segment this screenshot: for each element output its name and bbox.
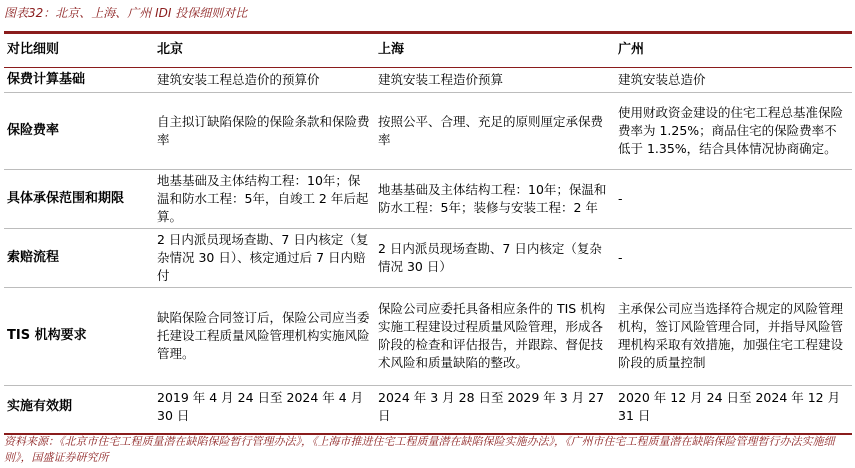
table-row xyxy=(4,385,852,429)
table-row xyxy=(4,92,852,169)
comparison-table xyxy=(4,34,852,429)
table-header-row xyxy=(4,34,852,67)
table-row xyxy=(4,287,852,385)
header-shanghai: 上海 xyxy=(375,34,615,67)
cell-beijing: 2 日内派员现场查勘、7 日内核定（复杂情况 30 日）、核定通过后 7 日内赔付 xyxy=(145,228,375,287)
cell-shanghai: 建筑安装工程造价预算 xyxy=(375,67,615,92)
cell-shanghai: 按照公平、合理、充足的原则厘定承保费率 xyxy=(375,92,615,169)
cell-guangzhou: 使用财政资金建设的住宅工程总基准保险费率为 1.25%；商品住宅的保险费率不低于 1.35%，结合具体情况协商确定。 xyxy=(615,92,852,169)
cell-shanghai: 保险公司应委托具备相应条件的 TIS 机构实施工程建设过程质量风险管理，形成各阶段的检查和评估报告，并跟踪、督促技术风险和质量缺陷的整改。 xyxy=(375,287,615,385)
row-label: TIS 机构要求 xyxy=(4,287,145,385)
cell-guangzhou: 主承保公司应当选择符合规定的风险管理机构，签订风险管理合同，并指导风险管理机构采取有效措施，加强住宅工程建设阶段的质量控制 xyxy=(615,287,852,385)
cell-guangzhou: - xyxy=(615,228,852,287)
header-beijing: 北京 xyxy=(145,34,375,67)
cell-beijing: 缺陷保险合同签订后，保险公司应当委托建设工程质量风险管理机构实施风险管理。 xyxy=(145,287,375,385)
table-row xyxy=(4,169,852,228)
cell-beijing: 地基基础及主体结构工程：10年；保温和防水工程：5年，自竣工 2 年后起算。 xyxy=(145,169,375,228)
table-row xyxy=(4,67,852,92)
header-criteria: 对比细则 xyxy=(4,34,145,67)
row-label: 保费计算基础 xyxy=(4,67,145,92)
cell-guangzhou: - xyxy=(615,169,852,228)
row-label: 实施有效期 xyxy=(7,399,73,415)
cell-beijing: 建筑安装工程总造价的预算价 xyxy=(145,67,375,92)
figure-caption: 图表32：北京、上海、广州 IDI 投保细则对比 xyxy=(4,6,248,20)
row-label: 具体承保范围和期限 xyxy=(4,169,145,228)
cell-shanghai: 地基基础及主体结构工程：10年；保温和防水工程：5年；装修与安装工程：2 年 xyxy=(375,169,615,228)
header-guangzhou: 广州 xyxy=(615,34,852,67)
cell-shanghai: 2024 年 3 月 28 日至 2029 年 3 月 27 日 xyxy=(378,390,605,424)
cell-guangzhou: 2020 年 12 月 24 日至 2024 年 12 月 31 日 xyxy=(618,390,841,424)
row-label: 保险费率 xyxy=(4,92,145,169)
row-label: 索赔流程 xyxy=(4,228,145,287)
cell-shanghai: 2 日内派员现场查勘、7 日内核定（复杂情况 30 日） xyxy=(375,228,615,287)
cell-beijing: 自主拟订缺陷保险的保险条款和保险费率 xyxy=(145,92,375,169)
source-note: 资料来源：《北京市住宅工程质量潜在缺陷保险暂行管理办法》，《上海市推进住宅工程质量潜在缺陷保险实施办法》，《广州市住宅工程质量潜在缺陷保险管理暂行办法实施细则》，国盛证券研究所 xyxy=(4,435,835,464)
cell-guangzhou: 建筑安装总造价 xyxy=(615,67,852,92)
cell-beijing: 2019 年 4 月 24 日至 2024 年 4 月 30 日 xyxy=(157,390,364,424)
table-row xyxy=(4,228,852,287)
